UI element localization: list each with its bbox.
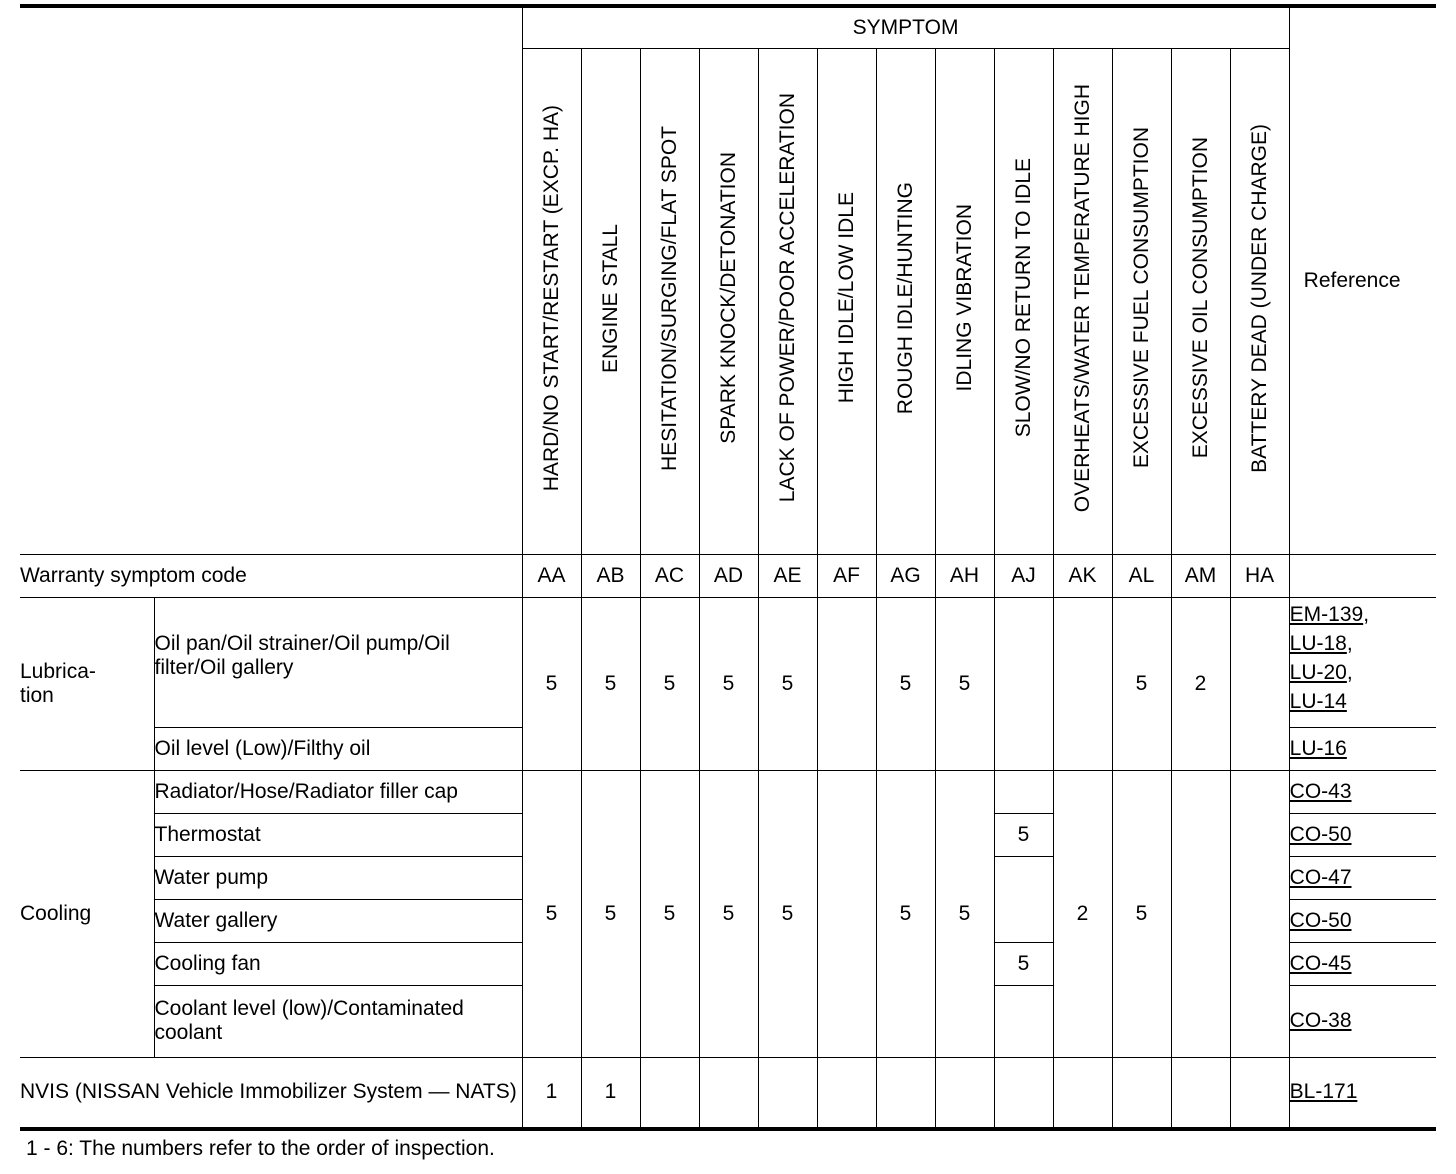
value-cell	[1053, 1057, 1112, 1129]
symptom-column-header: IDLING VIBRATION	[935, 48, 994, 554]
symptom-table	[20, 4, 1436, 1131]
value-cell: 5	[640, 770, 699, 1057]
value-cell: 5	[640, 597, 699, 770]
value-cell	[1230, 1057, 1289, 1129]
value-cell: 5	[522, 770, 581, 1057]
value-cell: 5	[1112, 770, 1171, 1057]
reference-link[interactable]: CO-50	[1289, 822, 1352, 846]
symptom-column-header: EXCESSIVE FUEL CONSUMPTION	[1112, 48, 1171, 554]
symptom-title: SYMPTOM	[522, 6, 1289, 48]
category-cooling: Cooling	[20, 770, 154, 1057]
table-row	[20, 770, 1436, 813]
value-cell	[994, 1057, 1053, 1129]
value-cell	[1112, 1057, 1171, 1129]
value-cell	[935, 1057, 994, 1129]
warranty-code: AM	[1171, 554, 1230, 597]
value-cell: 1	[522, 1057, 581, 1129]
item-name: Coolant level (low)/Contaminated coolant	[154, 985, 522, 1057]
warranty-code: HA	[1230, 554, 1289, 597]
reference-link[interactable]: BL-171	[1289, 1080, 1358, 1104]
value-cell	[1171, 1057, 1230, 1129]
value-cell: 5	[522, 597, 581, 770]
value-cell	[1053, 597, 1112, 770]
symptom-column-header: ENGINE STALL	[581, 48, 640, 554]
value-cell	[1230, 597, 1289, 770]
value-cell	[994, 985, 1053, 1057]
value-cell	[817, 597, 876, 770]
item-name: Oil level (Low)/Filthy oil	[154, 727, 522, 770]
item-name: Cooling fan	[154, 942, 522, 985]
symptom-column-header: EXCESSIVE OIL CONSUMPTION	[1171, 48, 1230, 554]
symptom-column-header: HARD/NO START/RESTART (EXCP. HA)	[522, 48, 581, 554]
reference-link[interactable]: CO-43	[1289, 779, 1352, 803]
reference-link[interactable]: CO-45	[1289, 951, 1352, 975]
empty-cell	[1289, 554, 1436, 597]
reference-cell	[1289, 985, 1436, 1057]
value-cell: 5	[699, 597, 758, 770]
reference-cell: EM-139, LU-18, LU-20, LU-14	[1289, 597, 1436, 727]
value-cell	[1230, 770, 1289, 1057]
item-name: Thermostat	[154, 813, 522, 856]
warranty-code: AH	[935, 554, 994, 597]
value-cell: 5	[758, 770, 817, 1057]
warranty-code: AJ	[994, 554, 1053, 597]
table-row	[20, 1057, 1436, 1129]
warranty-code: AF	[817, 554, 876, 597]
value-cell: 5	[758, 597, 817, 770]
value-cell: 5	[581, 597, 640, 770]
value-cell: 5	[935, 597, 994, 770]
symptom-column-header: OVERHEATS/WATER TEMPERATURE HIGH	[1053, 48, 1112, 554]
value-cell: 2	[1053, 770, 1112, 1057]
value-cell: 5	[876, 597, 935, 770]
value-cell	[817, 770, 876, 1057]
warranty-code-row	[20, 554, 1436, 597]
value-cell: 5	[699, 770, 758, 1057]
value-cell	[876, 1057, 935, 1129]
warranty-symptom-label: Warranty symptom code	[20, 554, 522, 597]
warranty-code: AC	[640, 554, 699, 597]
empty-corner-cell	[20, 6, 522, 554]
reference-cell	[1289, 856, 1436, 899]
warranty-code: AK	[1053, 554, 1112, 597]
value-cell	[994, 856, 1053, 942]
value-cell: 5	[876, 770, 935, 1057]
symptom-column-header: HIGH IDLE/LOW IDLE	[817, 48, 876, 554]
symptom-column-header: HESITATION/SURGING/FLAT SPOT	[640, 48, 699, 554]
table-row	[20, 597, 1436, 727]
warranty-code: AA	[522, 554, 581, 597]
value-cell	[994, 597, 1053, 770]
reference-link[interactable]: LU-20	[1289, 660, 1347, 684]
warranty-code: AL	[1112, 554, 1171, 597]
value-cell: 1	[581, 1057, 640, 1129]
reference-link[interactable]: EM-139	[1289, 602, 1364, 626]
symptom-column-header: SLOW/NO RETURN TO IDLE	[994, 48, 1053, 554]
item-name: Oil pan/Oil strainer/Oil pump/Oil filter/Oil gallery	[154, 597, 522, 727]
symptom-column-header: BATTERY DEAD (UNDER CHARGE)	[1230, 48, 1289, 554]
warranty-code: AB	[581, 554, 640, 597]
reference-cell	[1289, 770, 1436, 813]
value-cell: 5	[994, 813, 1053, 856]
symptom-column-header: LACK OF POWER/POOR ACCELERATION	[758, 48, 817, 554]
reference-link[interactable]: LU-16	[1289, 736, 1347, 760]
value-cell	[1171, 770, 1230, 1057]
item-name: Water pump	[154, 856, 522, 899]
warranty-code: AG	[876, 554, 935, 597]
reference-cell	[1289, 899, 1436, 942]
reference-link[interactable]: CO-47	[1289, 865, 1352, 889]
value-cell	[994, 770, 1053, 813]
value-cell: 5	[581, 770, 640, 1057]
value-cell	[699, 1057, 758, 1129]
item-name: NVIS (NISSAN Vehicle Immobilizer System — NATS)	[20, 1057, 522, 1129]
symptom-column-header: ROUGH IDLE/HUNTING	[876, 48, 935, 554]
symptom-column-header: SPARK KNOCK/DETONATION	[699, 48, 758, 554]
reference-cell	[1289, 813, 1436, 856]
footer-note: 1 - 6: The numbers refer to the order of inspection.	[26, 1137, 495, 1160]
reference-link[interactable]: CO-38	[1289, 1009, 1352, 1032]
reference-header: Reference	[1289, 6, 1436, 554]
value-cell	[640, 1057, 699, 1129]
item-name: Water gallery	[154, 899, 522, 942]
reference-cell	[1289, 942, 1436, 985]
value-cell: 5	[1112, 597, 1171, 770]
item-name: Radiator/Hose/Radiator filler cap	[154, 770, 522, 813]
value-cell: 5	[935, 770, 994, 1057]
reference-cell	[1289, 1057, 1436, 1129]
reference-cell	[1289, 727, 1436, 770]
value-cell: 2	[1171, 597, 1230, 770]
warranty-code: AE	[758, 554, 817, 597]
category-lubrication: Lubrica- tion	[20, 597, 154, 770]
reference-link[interactable]: LU-18	[1289, 631, 1347, 655]
value-cell: 5	[994, 942, 1053, 985]
reference-link[interactable]: LU-14	[1289, 689, 1347, 713]
warranty-code: AD	[699, 554, 758, 597]
value-cell	[758, 1057, 817, 1129]
reference-link[interactable]: CO-50	[1289, 908, 1352, 932]
value-cell	[817, 1057, 876, 1129]
